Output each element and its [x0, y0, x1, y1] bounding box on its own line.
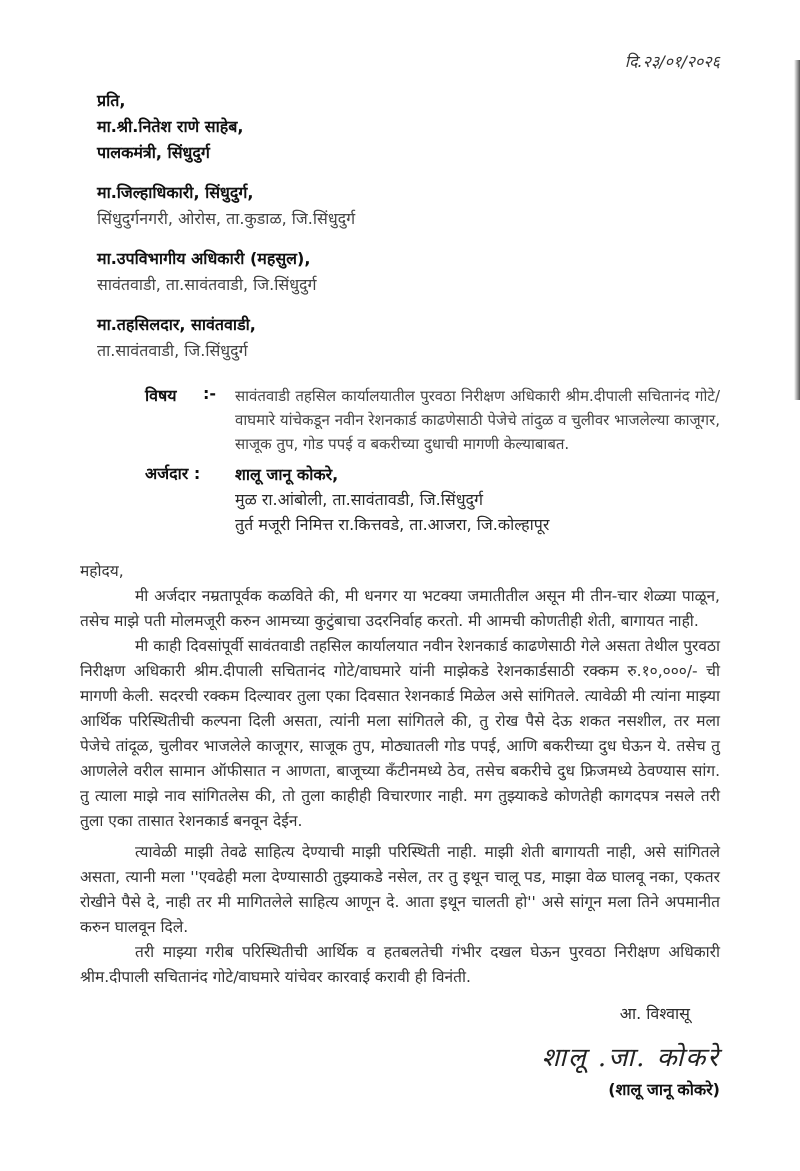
subject-separator: :-: [203, 384, 217, 403]
body-paragraph-2: मी काही दिवसांपूर्वी सावंतवाडी तहसिल कार्यालयात नवीन रेशनकार्ड काढणेसाठी गेले असता तेथील पुरवठा निरीक्षण अधिकारी श्रीम.दीपाली सचितानंद गोटे/वाघमारे यांनी माझेकडे रेशनकार्डसाठी रक्कम रु.१०,०००/- ची मागणी केली. सदरची रक्कम दिल्यावर तुला एका दिवसात रेशनकार्ड मिळेल असे सांगितले. त्यावेळी मी त्यांना माझ्या आर्थिक परिस्थितीची कल्पना दिली असता, त्यांनी मला सांगितले की, तु रोख पैसे देऊ शकत नसशील, तर मला पेजेचे तांदूळ, चुलीवर भाजलेले काजूगर, साजूक तुप, मोठ्यातली गोड पपई, आणि बकरीच्या दुध घेऊन ये. तसेच तु आणलेले वरील सामान ऑफीसात न आणता, बाजूच्या कॅंटीनमध्ये ठेव, तसेच बकरीचे दुध फ्रिजमध्ये ठेवण्यास सांग. तु त्याला माझे नाव सांगितलेस की, तो तुला काहीही विचारणार नाही. मग तुझ्याकडे कोणतेही कागदपत्र नसले तरी तुला एका तासात रेशनकार्ड बनवून देईन.: [80, 637, 720, 830]
applicant-address-1: मुळ रा.आंबोली, ता.सावंतावडी, जि.सिंधुदुर्ग: [235, 490, 484, 509]
body-paragraph-4: तरी माझ्या गरीब परिस्थितीची आर्थिक व हतबलतेची गंभीर दखल घेऊन पुरवठा निरीक्षण अधिकारी श्रीम.दीपाली सचितानंद गोटे/वाघमारे यांचेवर कारवाई करावी ही विनंती.: [80, 943, 720, 986]
recipient-name: मा.तहसिलदार, सावंतवाडी,: [97, 315, 256, 334]
scan-edge-shadow: [794, 60, 800, 400]
recipient-block-1: [97, 88, 720, 166]
recipient-block-4: [97, 312, 720, 364]
recipient-address: सिंधुदुर्गनगरी, ओरोस, ता.कुडाळ, जि.सिंधुदुर्ग: [97, 209, 356, 228]
greeting: महोदय,: [80, 562, 124, 580]
applicant-block: [235, 462, 720, 537]
applicant-address-2: तुर्त मजूरी निमित्त रा.कित्तवडे, ता.आजरा, जि.कोल्हापूर: [235, 515, 550, 534]
salutation-prefix: प्रति,: [97, 91, 126, 110]
signatory-name: (शालू जानू कोकरे): [608, 1080, 720, 1099]
subject-row: [145, 384, 720, 456]
letter-body: [80, 559, 720, 990]
subject-label: विषय: [145, 386, 177, 405]
recipient-address: सावंतवाडी, ता.सावंतवाडी, जि.सिंधुदुर्ग: [97, 275, 317, 294]
subject-text: सावंतवाडी तहसिल कार्यालयातील पुरवठा निरीक्षण अधिकारी श्रीम.दीपाली सचितानंद गोटे/वाघमारे यांचेकडून नवीन रेशनकार्ड काढणेसाठी पेजेचे तांदुळ व चुलीवर भाजलेल्या काजूगर, साजूक तुप, गोड पपई व बकरीच्या दुधाची मागणी केल्याबाबत.: [235, 387, 720, 453]
closing: आ. विश्वासू: [619, 1004, 690, 1023]
recipient-block-2: [97, 180, 720, 232]
letter-date: दि.२३/०१/२०२६: [624, 52, 720, 71]
recipient-block-3: [97, 246, 720, 298]
applicant-row: [145, 462, 720, 537]
body-paragraph-3: त्यावेळी माझी तेवढे साहित्य देण्याची माझी परिस्थिती नाही. माझी शेती बागायती नाही, असे सांगितले असता, त्यानी मला ''एवढेही मला देण्यासाठी तुझ्याकडे नसेल, तर तु इथून चालू पड, माझा वेळ घालवू नका, एकतर रोखीने पैसे दे, नाही तर मी मागितलेले साहित्य आणून दे. आता इथून चालती हो'' असे सांगून मला तिने अपमानीत करुन घालवून दिले.: [80, 843, 720, 936]
handwritten-signature: शालू .जा. कोकरे: [541, 1043, 720, 1073]
applicant-label: अर्जदार :: [145, 464, 201, 483]
applicant-name: शालू जानू कोकरे,: [235, 465, 339, 484]
recipient-address: पालकमंत्री, सिंधुदुर्ग: [97, 143, 210, 162]
recipient-name: मा.उपविभागीय अधिकारी (महसुल),: [97, 249, 311, 268]
body-paragraph-1: मी अर्जदार नम्रतापूर्वक कळविते की, मी धनगर या भटक्या जमातीतील असून मी तीन-चार शेळ्या पाळून, तसेच माझे पती मोलमजूरी करुन आमच्या कुटुंबाचा उदरनिर्वाह करतो. मी आमची कोणतीही शेती, बागायत नाही.: [80, 587, 720, 630]
recipient-name: मा.श्री.नितेश राणे साहेब,: [97, 117, 244, 136]
recipient-address: ता.सावंतवाडी, जि.सिंधुदुर्ग: [97, 341, 248, 360]
recipient-name: मा.जिल्हाधिकारी, सिंधुदुर्ग,: [97, 183, 254, 202]
